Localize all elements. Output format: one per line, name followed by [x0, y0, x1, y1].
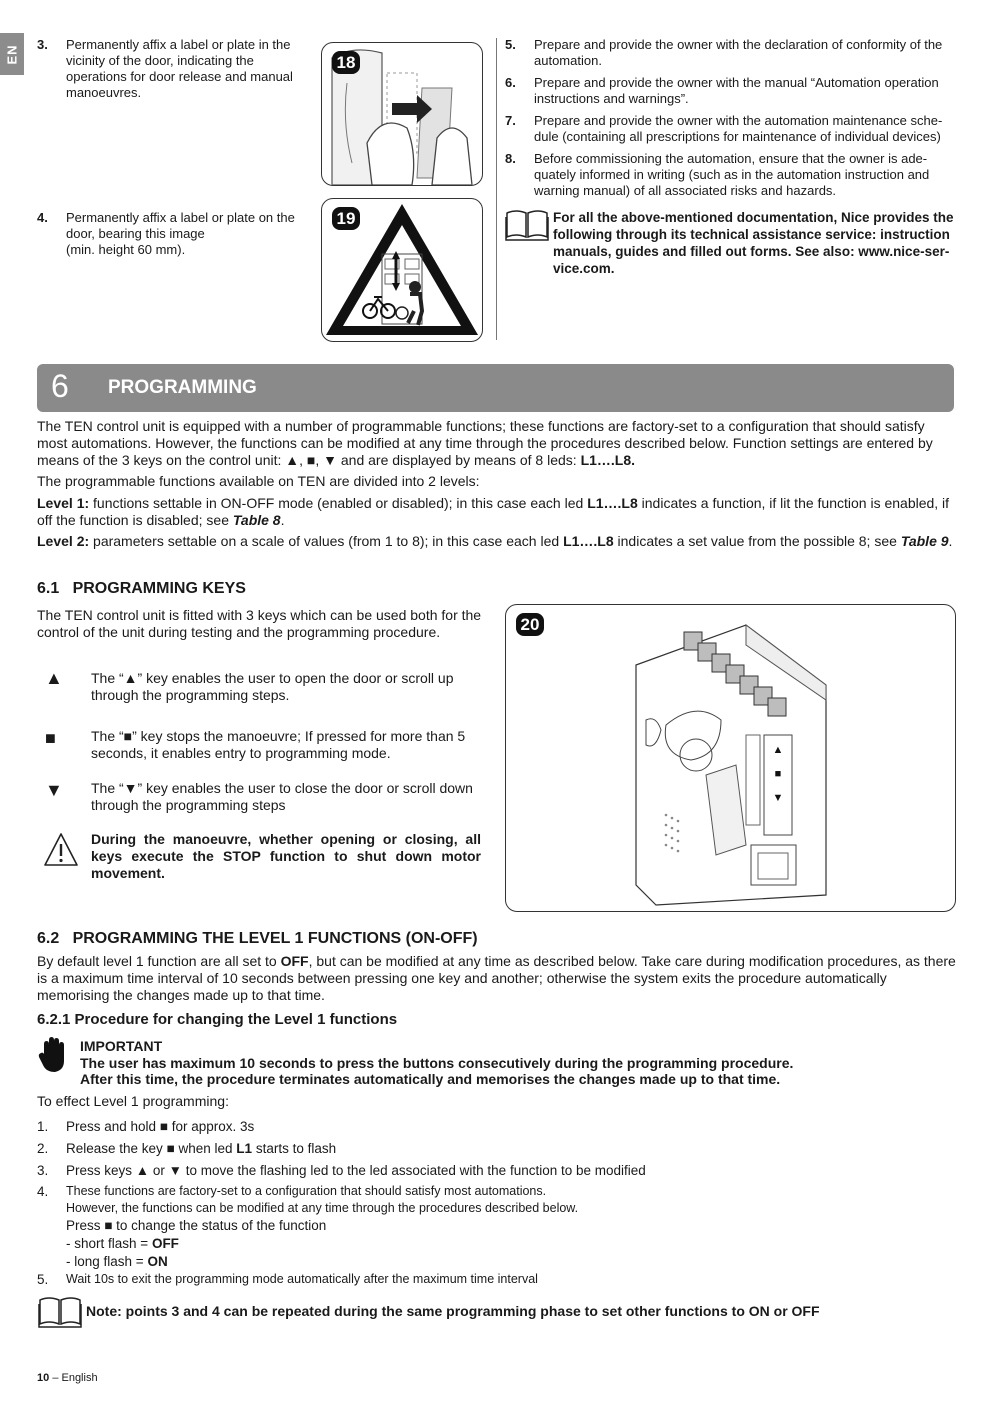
step-text [66, 1183, 578, 1271]
step-number: 1. [37, 1119, 49, 1134]
warning-icon [43, 832, 79, 868]
svg-text:▲: ▲ [772, 744, 784, 756]
heading-6-1: 6.1 PROGRAMMING KEYS [37, 580, 246, 597]
item-text: Permanently affix a label or plate in the vicinity of the door, indicating the operations for door release and manual manoeuvres. [66, 37, 293, 100]
item-number: 7. [505, 113, 516, 128]
important-line: After this time, the procedure terminates automatically and memorises the changes made up to that time. [80, 1071, 781, 1087]
item-number: 4. [37, 210, 48, 225]
figure-20 [505, 604, 956, 912]
step-line: Press ■ to change the status of the function [66, 1218, 327, 1233]
section-banner [37, 364, 954, 412]
step-text: Press keys ▲ or ▼ to move the flashing led to the led associated with the function to be modified [66, 1163, 646, 1178]
list-item [37, 210, 307, 265]
off-value: OFF [151, 1236, 179, 1251]
list-item [505, 151, 955, 201]
step-number: 5. [37, 1272, 49, 1287]
level-1-paragraph: Level 1: functions settable in ON-OFF mode (enabled or disabled); in this case each led L1….L8 indicates a function, if lit the function is enabled, if off the function is disabled; see Table 8. [37, 495, 950, 528]
item-number: 8. [505, 151, 516, 166]
intro-leds: L1….L8. [580, 452, 636, 468]
level-1-text: functions settable in ON-OFF mode (enabled or disabled); in this case each led [93, 495, 584, 511]
stop-key-description: The “■” key stops the manoeuvre; If pressed for more than 5 seconds, it enables entry to programming mode. [91, 728, 466, 761]
table-9-link[interactable]: Table 9 [900, 533, 949, 549]
item-text: Permanently affix a label or plate on the door, bearing this image [66, 210, 295, 241]
step-line: However, the functions can be modified at any time through the procedures described below. [66, 1201, 579, 1215]
level-1-default-paragraph [37, 953, 957, 1004]
item-number: 5. [505, 37, 516, 52]
section-title: PROGRAMMING [108, 377, 257, 398]
stop-warning: During the manoeuvre, whether opening or closing, all keys execute the STOP function to shut down motor movement. [91, 831, 481, 881]
step-text [66, 1140, 336, 1157]
down-key-description: The “▼” key enables the user to close the door or scroll down through the programming steps [91, 780, 473, 813]
item-text: Prepare and provide the owner with the declaration of conformity of the automation. [534, 37, 943, 68]
item-number: 6. [505, 75, 516, 90]
important-line: The user has maximum 10 seconds to press the buttons consecutively during the programming procedure. [80, 1055, 794, 1071]
step-text: Wait 10s to exit the programming mode automatically after the maximum time interval [66, 1272, 538, 1286]
step-text-part: Release the key ■ when led [66, 1141, 233, 1156]
section-number: 6 [51, 368, 69, 404]
language-tab [0, 33, 24, 75]
manual-book-icon [504, 207, 550, 241]
step-number: 2. [37, 1141, 49, 1156]
intro-paragraph [37, 418, 957, 469]
level-1-label: Level 1: [37, 495, 90, 511]
svg-text:▼: ▼ [772, 792, 784, 804]
step-number: 3. [37, 1163, 49, 1178]
repeat-note: Note: points 3 and 4 can be repeated during the same programming phase to set other functions to ON or OFF [86, 1303, 820, 1319]
on-value: ON [147, 1254, 168, 1269]
figure-19 [321, 198, 483, 342]
level-1-text: indicates a function, if lit the function is enabled, if off the function is disabled; see [37, 495, 950, 528]
led-l1: L1 [236, 1141, 253, 1156]
item-text: (min. height 60 mm). [66, 242, 186, 257]
level-2-paragraph: Level 2: parameters settable on a scale of values (from 1 to 8); in this case each led L1….L8 indicates a set value from the possible 8; see Table 9. [37, 533, 953, 549]
up-key-icon: ▲ [45, 668, 63, 688]
stop-key-icon: ■ [45, 728, 56, 748]
procedure-lead: To effect Level 1 programming: [37, 1093, 229, 1109]
figure-number: 20 [516, 613, 544, 636]
heading-6-2-1: 6.2.1 Procedure for changing the Level 1 functions [37, 1011, 398, 1028]
step-line: These functions are factory-set to a configuration that should satisfy most automations. [66, 1184, 547, 1198]
important-label: IMPORTANT [80, 1038, 163, 1054]
figure-18 [321, 42, 483, 186]
item-text: Prepare and provide the owner with the automation maintenance schedule (containing all prescriptions for maintenance of individual devices) [534, 113, 943, 144]
column-divider [496, 38, 497, 340]
level-2-label: Level 2: [37, 533, 90, 549]
item-text: Prepare and provide the owner with the manual “Automation operation instructions and warnings”. [534, 75, 939, 106]
language-tab-label: EN [4, 43, 20, 65]
long-flash-label: - long flash = [66, 1254, 144, 1269]
off-value: OFF [280, 953, 309, 969]
manual-book-icon [37, 1294, 83, 1328]
list-item [505, 37, 955, 71]
item-text: Before commissioning the automation, ensure that the owner is adequately informed in writing (such as in the automation instruction and warning manual) of all associated risks and hazards. [534, 151, 930, 198]
level-2-text: indicates a set value from the possible 8; see [617, 533, 897, 549]
heading-6-2: 6.2 PROGRAMMING THE LEVEL 1 FUNCTIONS (ON-OFF) [37, 930, 478, 947]
documentation-note: For all the above-mentioned documentation, Nice provides the following through its technical assistance service: instruction manuals, guides and filled out forms. See also: www.nice-service.com. [553, 210, 954, 276]
level-1-leds: L1….L8 [587, 495, 638, 511]
figure-number: 18 [332, 51, 360, 74]
step-text-part: starts to flash [255, 1141, 337, 1156]
hand-stop-icon [38, 1036, 68, 1074]
paragraph-text: , but can be modified at any time as described below. Take care during modification procedures, as there is a maximum time interval of 10 seconds between pressing one key and another; otherwise the system exits the procedure automatically memorising the changes made up to that time. [37, 953, 956, 1003]
keys-intro: The TEN control unit is fitted with 3 keys which can be used both for the control of the unit during testing and the programming procedure. [37, 607, 482, 640]
list-item [37, 37, 302, 107]
down-key-icon: ▼ [45, 780, 63, 800]
paragraph-text: By default level 1 function are all set to [37, 953, 277, 969]
level-2-text: parameters settable on a scale of values (from 1 to 8); in this case each led [93, 533, 560, 549]
intro-text: The TEN control unit is equipped with a number of programmable functions; these functions are factory-set to a configuration that should satisfy most automations. However, the functions can be modified at any time through the procedures described below. Function settings are entered by means of the 3 keys on the control unit: ▲, ■, ▼ and are displayed by means of 8 leds: [37, 418, 933, 468]
control-unit-illustration [506, 605, 955, 911]
page-number: 10 [37, 1372, 50, 1384]
list-item [505, 75, 955, 109]
item-number: 3. [37, 37, 48, 52]
svg-text:■: ■ [774, 768, 782, 780]
list-item [505, 113, 955, 147]
short-flash-label: - short flash = [66, 1236, 149, 1251]
up-key-description: The “▲” key enables the user to open the door or scroll up through the programming steps. [91, 670, 454, 703]
page-footer [37, 1372, 98, 1384]
step-text: Press and hold ■ for approx. 3s [66, 1119, 255, 1134]
intro-levels: The programmable functions available on TEN are divided into 2 levels: [37, 473, 480, 489]
table-8-link[interactable]: Table 8 [232, 512, 281, 528]
figure-number: 19 [332, 207, 360, 230]
step-number: 4. [37, 1184, 49, 1199]
level-2-leds: L1….L8 [563, 533, 614, 549]
footer-language: – English [52, 1372, 98, 1384]
